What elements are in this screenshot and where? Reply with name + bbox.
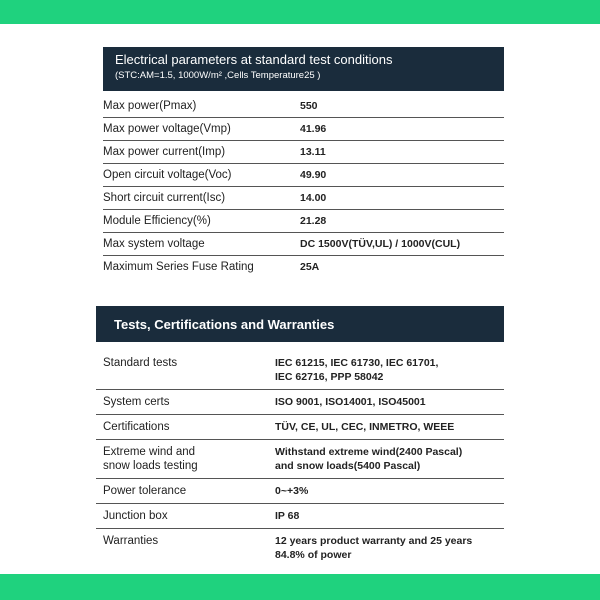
- table-row: [103, 210, 504, 233]
- table-row: [103, 141, 504, 164]
- row-value: 0~+3%: [275, 479, 504, 504]
- row-label: Standard tests: [96, 351, 275, 390]
- row-value: TÜV, CE, UL, CEC, INMETRO, WEEE: [275, 415, 504, 440]
- row-value: 21.28: [299, 210, 504, 233]
- electrical-params-title: Electrical parameters at standard test conditions: [115, 52, 393, 67]
- electrical-params-subtitle: (STC:AM=1.5, 1000W/m² ,Cells Temperature25 ): [115, 70, 321, 81]
- row-value: Withstand extreme wind(2400 Pascal) and snow loads(5400 Pascal): [275, 440, 504, 479]
- row-value: 25A: [300, 261, 320, 273]
- top-green-band: [0, 0, 600, 24]
- row-value: IP 68: [275, 504, 504, 529]
- row-value: IEC 61215, IEC 61730, IEC 61701, IEC 62716, PPP 58042: [275, 351, 504, 390]
- table-row: [96, 351, 504, 390]
- row-label: Max system voltage: [103, 233, 299, 256]
- row-value: DC 1500V(TÜV,UL) / 1000V(CUL): [299, 233, 504, 256]
- row-value: 49.90: [299, 164, 504, 187]
- table-row: [103, 118, 504, 141]
- row-label: Open circuit voltage(Voc): [103, 164, 299, 187]
- table-row: [103, 233, 504, 256]
- row-label: Junction box: [96, 504, 275, 529]
- bottom-green-band: [0, 574, 600, 600]
- row-label: System certs: [96, 390, 275, 415]
- row-label: Extreme wind and snow loads testing: [96, 440, 275, 479]
- row-label: Certifications: [96, 415, 275, 440]
- row-label: Maximum Series Fuse Rating: [103, 261, 254, 273]
- table-row: [96, 479, 504, 504]
- tests-certifications-header: [96, 306, 504, 342]
- table-row: [96, 390, 504, 415]
- tests-certifications-title: Tests, Certifications and Warranties: [114, 316, 335, 332]
- row-label: Power tolerance: [96, 479, 275, 504]
- electrical-params-table: [103, 95, 504, 278]
- row-label: Short circuit current(Isc): [103, 187, 299, 210]
- row-value: 14.00: [299, 187, 504, 210]
- row-label: Max power(Pmax): [103, 95, 299, 118]
- row-value: 12 years product warranty and 25 years 84.8% of power: [275, 535, 473, 561]
- row-label: Max power current(Imp): [103, 141, 299, 164]
- row-value: 13.11: [299, 141, 504, 164]
- row-label: Max power voltage(Vmp): [103, 118, 299, 141]
- table-row: [103, 164, 504, 187]
- row-value: 41.96: [299, 118, 504, 141]
- table-row: [96, 504, 504, 529]
- table-row: [96, 415, 504, 440]
- table-row: [103, 95, 504, 118]
- table-row: [103, 256, 504, 279]
- table-row: [96, 440, 504, 479]
- electrical-params-header: [103, 47, 504, 91]
- row-value: 550: [299, 95, 504, 118]
- tests-certifications-table: [96, 351, 504, 567]
- row-value: ISO 9001, ISO14001, ISO45001: [275, 390, 504, 415]
- table-row: [103, 187, 504, 210]
- row-label: Warranties: [103, 535, 159, 547]
- table-row: [96, 529, 504, 568]
- row-label: Module Efficiency(%): [103, 210, 299, 233]
